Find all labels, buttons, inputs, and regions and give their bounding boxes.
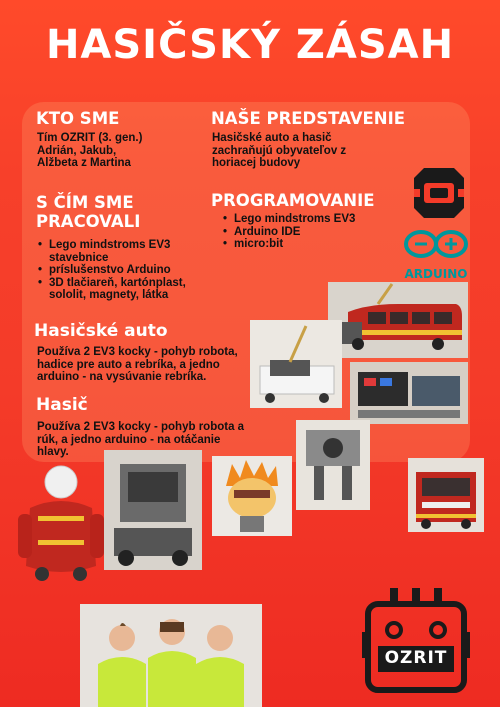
- list-item: • Lego mindstroms EV3 stavebnice: [37, 239, 186, 264]
- ladder-robot-photo: [250, 320, 342, 408]
- list-item: • 3D tlačiareň, kartónplast, sololit, magnety, látka: [37, 277, 186, 302]
- predstavenie-text: Hasičské auto a hasič zachraňujú obyvateľov z horiacej budovy: [212, 132, 347, 169]
- list-item: • micro:bit: [222, 238, 355, 251]
- ozrit-robot-icon: [360, 584, 472, 696]
- firefighter-robot-photo: [16, 462, 106, 584]
- arduino-label: ARDUINO: [404, 267, 468, 281]
- list-item: • Arduino IDE: [222, 226, 355, 239]
- auto-heading: Hasičské auto: [34, 321, 168, 341]
- kto-sme-heading: KTO SME: [36, 109, 120, 128]
- arm-mechanism-photo: [296, 420, 370, 510]
- ozrit-logo: [360, 584, 472, 696]
- s-cim-heading: S ČÍM SME PRACOVALI: [36, 193, 141, 231]
- lego-base-photo: [104, 450, 202, 570]
- ozrit-label: OZRIT: [384, 648, 448, 668]
- ev3-logo-icon: [410, 164, 468, 222]
- kto-sme-text: Tím OZRIT (3. gen.) Adrián, Jakub, Alžbeta z Martina: [37, 132, 143, 169]
- hasic-text: Používa 2 EV3 kocky - pohyb robota a rúk, a jedno arduino - na otáčanie hlavy.: [37, 421, 245, 458]
- programovanie-heading: PROGRAMOVANIE: [211, 191, 375, 210]
- team-photo: [80, 604, 262, 707]
- fire-truck-front-photo: [408, 458, 484, 532]
- s-cim-list: [37, 239, 186, 302]
- predstavenie-heading: NAŠE PREDSTAVENIE: [211, 109, 406, 128]
- arduino-infinity-icon: [400, 228, 472, 260]
- electronics-photo: [350, 362, 468, 424]
- fire-truck-photo: [328, 282, 468, 358]
- arduino-logo: [400, 228, 472, 280]
- programovanie-list: [222, 213, 355, 251]
- list-item: • Lego mindstroms EV3: [222, 213, 355, 226]
- poster-title: HASIČSKÝ ZÁSAH: [45, 22, 455, 68]
- list-item: • príslušenstvo Arduino: [37, 264, 186, 277]
- auto-text: Používa 2 EV3 kocky - pohyb robota, hadice pre auto a rebríka, a jedno arduino - na vysúvanie rebríka.: [37, 346, 238, 383]
- robot-head-photo: [212, 456, 292, 536]
- hasic-heading: Hasič: [36, 395, 88, 415]
